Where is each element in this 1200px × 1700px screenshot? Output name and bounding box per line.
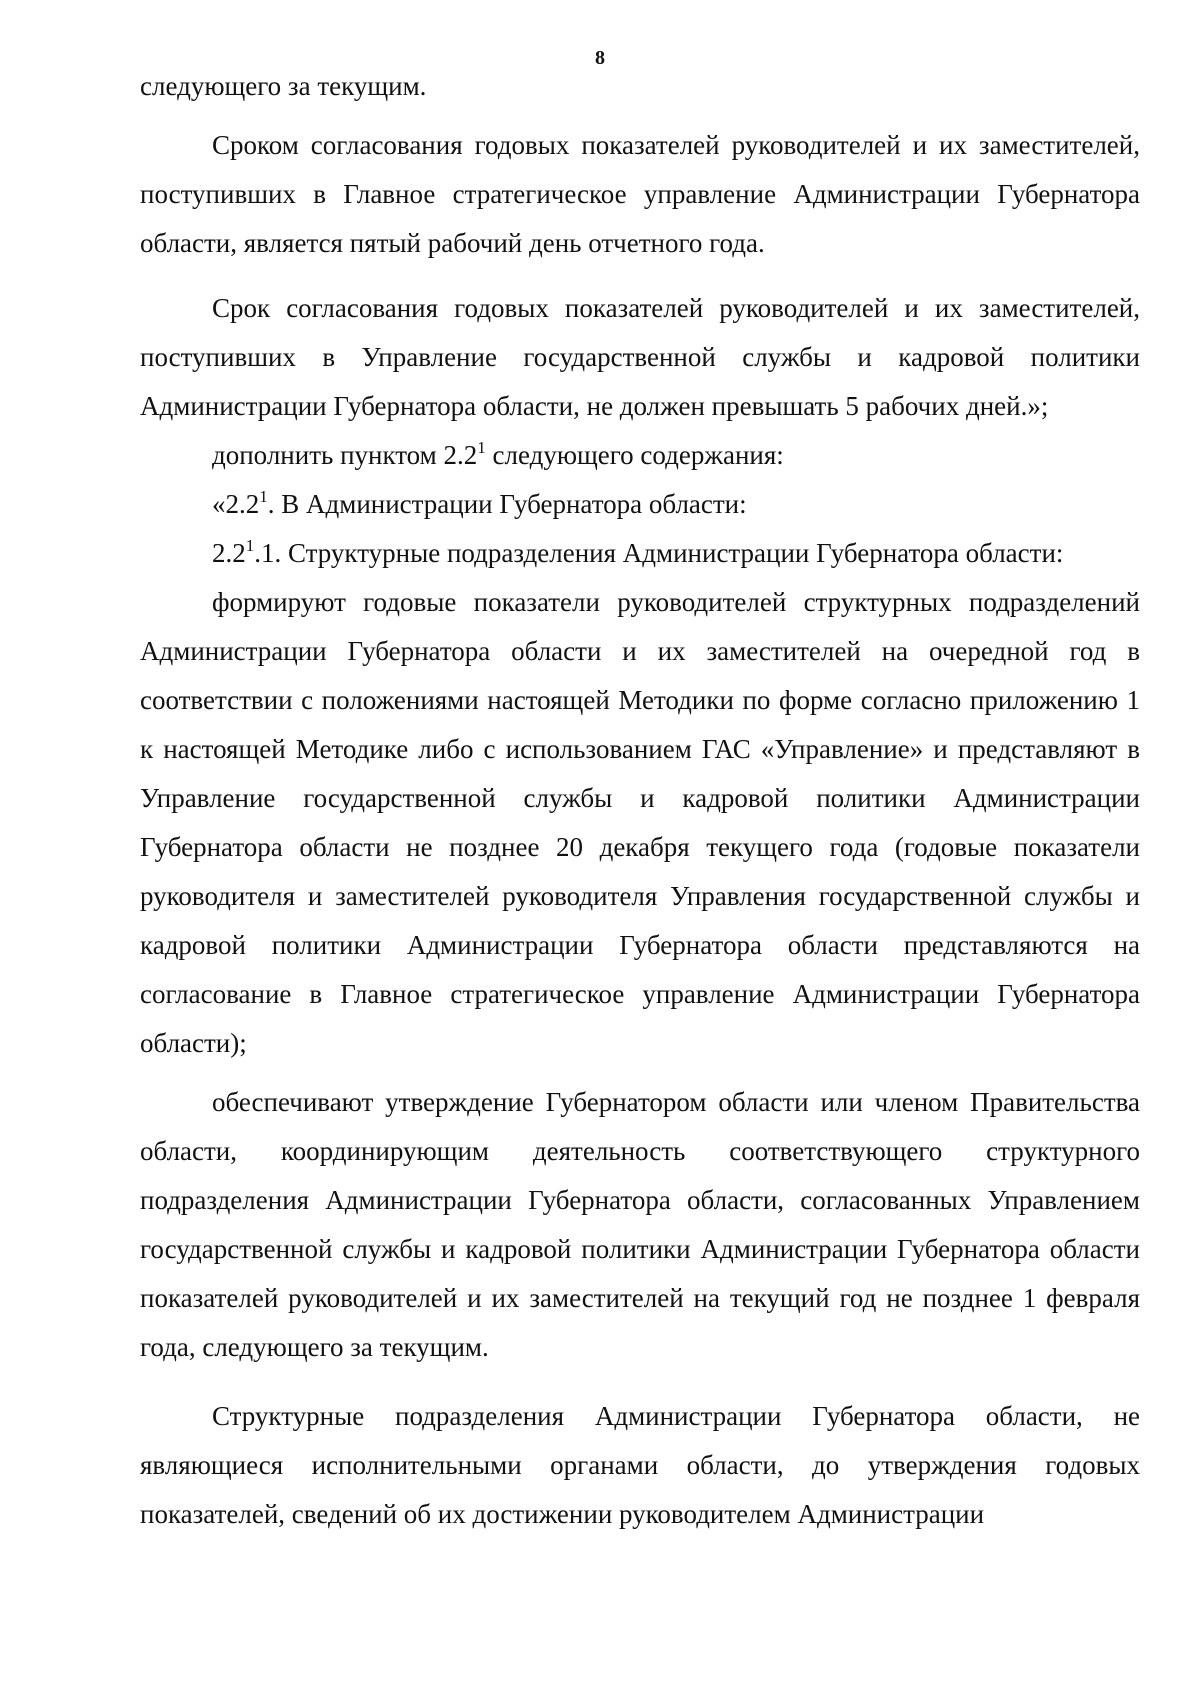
paragraph-approval-term: Срок согласования годовых показателей руководителей и их заместителей, поступивших в Управление государственной службы и кадровой политики Администрации Губернатора области, не должен превышать 5 рабочих дней.»; [140, 293, 1140, 421]
clause-heading-number: «2.2 [212, 489, 260, 519]
paragraph-structural-units: Структурные подразделения Администрации Губернатора области, не являющиеся исполнительными органами области, до утверждения годовых показателей, сведений об их достижении руководителем Администрации [140, 1401, 1140, 1529]
paragraph-clause-heading [140, 480, 1140, 529]
subclause-text: .1. Структурные подразделения Администрации Губернатора области: [254, 538, 1064, 568]
clause-heading-text: . В Администрации Губернатора области: [267, 489, 747, 519]
superscript-mark: 1 [245, 536, 255, 555]
paragraph-continuation: следующего за текущим. [140, 71, 427, 101]
paragraph-ensure-approval: обеспечивают утверждение Губернатором области или членом Правительства области, координирующим деятельность соответствующего структурного подразделения Администрации Губернатора области, согласованных Управлением государственной службы и кадровой политики Администрации Губернатора области показателей руководителей и их заместителей на текущий год не позднее 1 февраля года, следующего за текущим. [140, 1087, 1140, 1362]
superscript-mark: 1 [259, 487, 268, 506]
page-number: 8 [595, 47, 605, 69]
amendment-intro-text: дополнить пунктом 2.2 [212, 440, 478, 470]
paragraph-approval-deadline: Сроком согласования годовых показателей руководителей и их заместителей, поступивших в Главное стратегическое управление Администрации Губернатора области, является пятый рабочий день отчетного года. [140, 130, 1140, 258]
paragraph-form-indicators: формируют годовые показатели руководителей структурных подразделений Администрации Губернатора области и их заместителей на очередной год в соответствии с положениями настоящей Методики по форме согласно приложению 1 к настоящей Методике либо с использованием ГАС «Управление» и представляют в Управление государственной службы и кадровой политики Администрации Губернатора области не позднее 20 декабря текущего года (годовые показатели руководителя и заместителей руководителя Управления государственной службы и кадровой политики Администрации Губернатора области представляются на согласование в Главное стратегическое управление Администрации Губернатора области); [140, 587, 1140, 1058]
superscript-mark: 1 [477, 438, 486, 457]
paragraph-amendment-intro [140, 431, 1140, 480]
paragraph-subclause-heading [140, 529, 1140, 578]
document-body [140, 62, 1140, 1539]
subclause-number: 2.2 [212, 538, 246, 568]
amendment-intro-tail: следующего содержания: [485, 440, 784, 470]
